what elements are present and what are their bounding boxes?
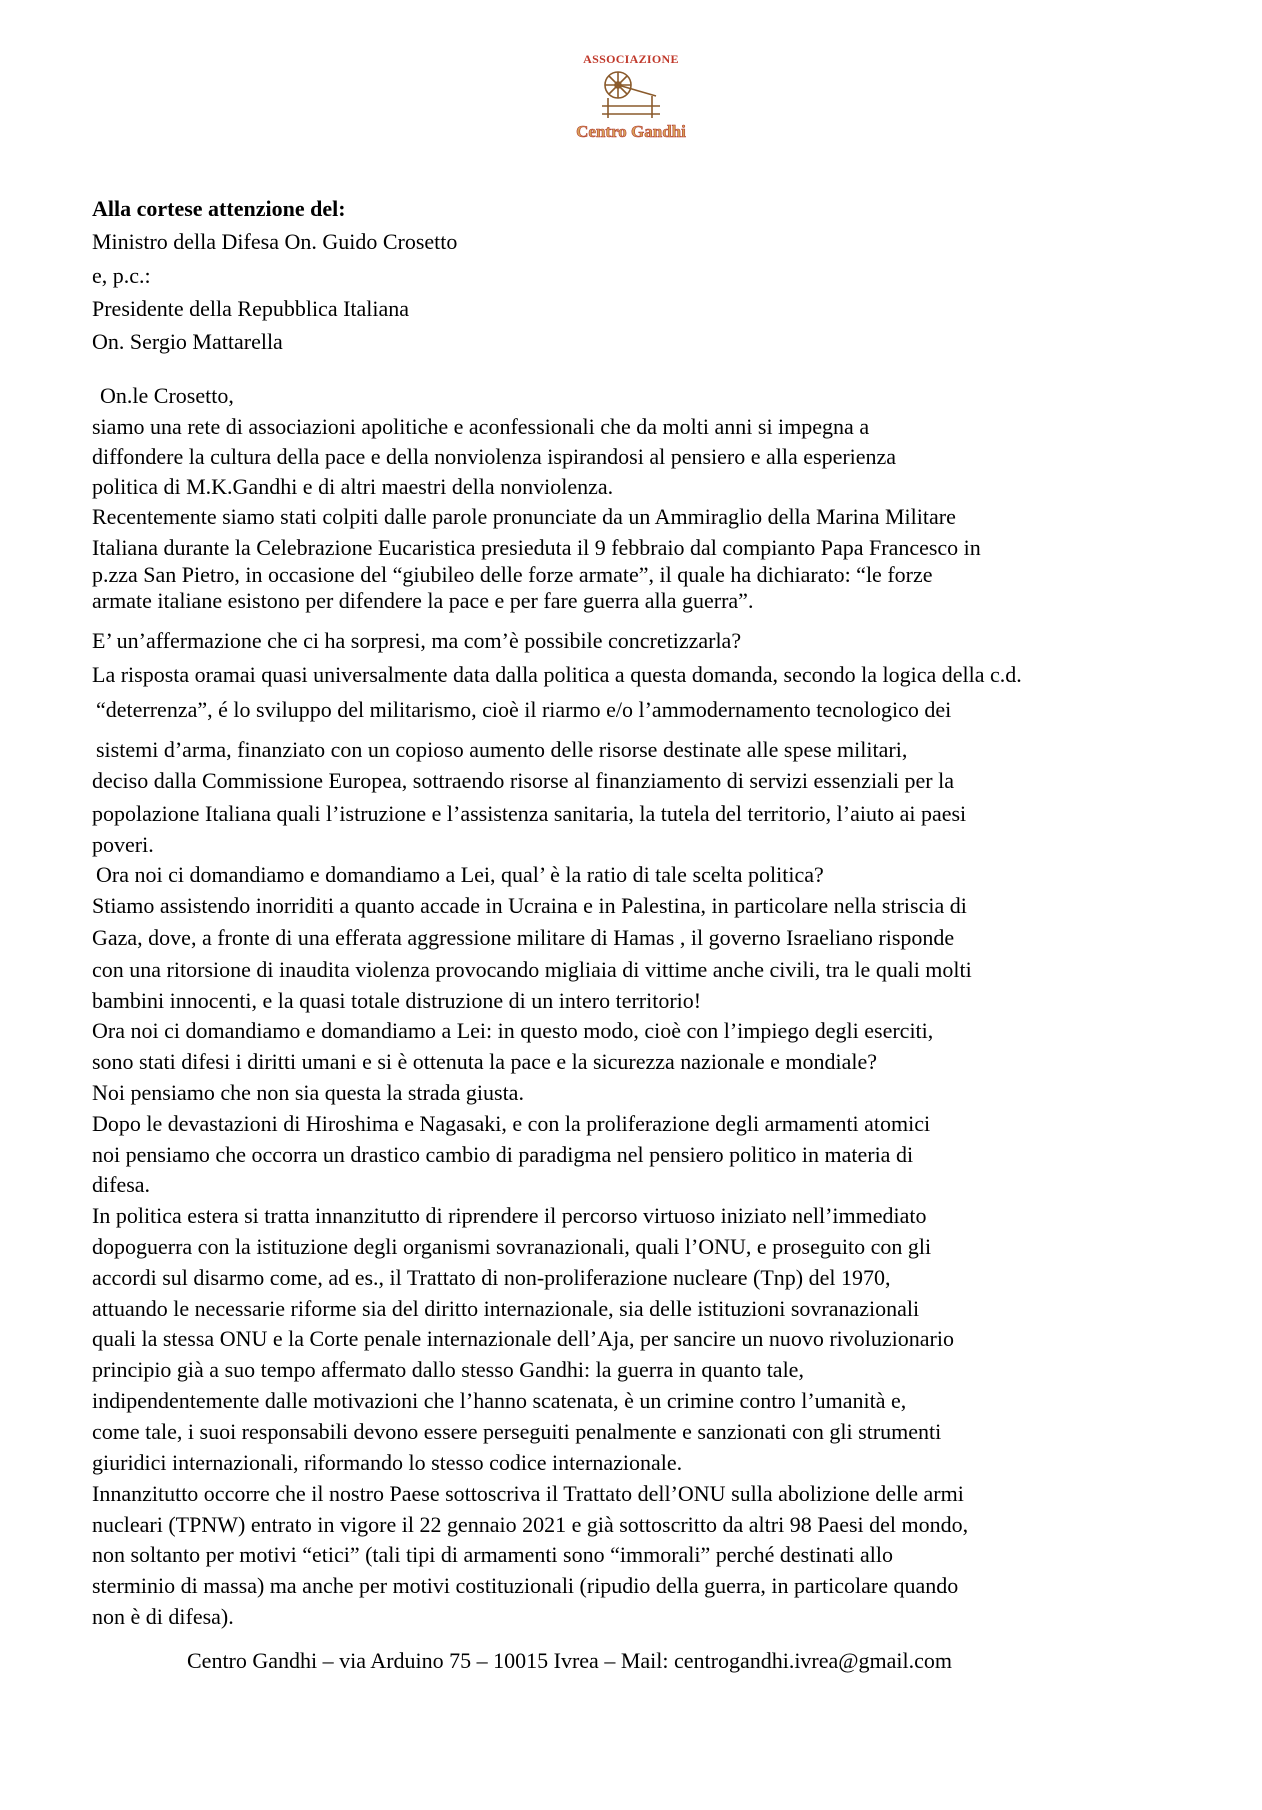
body-line: dopoguerra con la istituzione degli organismi sovranazionali, quali l’ONU, e proseguito con gli: [92, 1234, 932, 1259]
footer: Centro Gandhi – via Arduino 75 – 10015 Ivrea – Mail: centrogandhi.ivrea@gmail.com: [187, 1648, 953, 1673]
body-line: Stiamo assistendo inorriditi a quanto accade in Ucraina e in Palestina, in particolare nella striscia di: [92, 893, 967, 918]
body-line: diffondere la cultura della pace e della nonviolenza ispirandosi al pensiero e alla esperienza: [92, 444, 897, 469]
body-line: difesa.: [92, 1172, 151, 1197]
body-line: Innanzitutto occorre che il nostro Paese sottoscriva il Trattato dell’ONU sulla abolizione delle armi: [92, 1481, 964, 1506]
body-line: poveri.: [92, 832, 154, 857]
address-line: Ministro della Difesa On. Guido Crosetto: [92, 229, 458, 254]
address-line: Presidente della Repubblica Italiana: [92, 296, 410, 321]
body-line: In politica estera si tratta innanzitutto di riprendere il percorso virtuoso iniziato nell’immediato: [92, 1203, 927, 1228]
logo-top-text: ASSOCIAZIONE: [583, 52, 679, 66]
address-line: e, p.c.:: [92, 263, 151, 288]
body-line: sistemi d’arma, finanziato con un copioso aumento delle risorse destinate alle spese militari,: [96, 737, 908, 762]
body-line: accordi sul disarmo come, ad es., il Trattato di non-proliferazione nucleare (Tnp) del 1970,: [92, 1265, 891, 1290]
address-heading: Alla cortese attenzione del:: [92, 196, 346, 221]
body-line: “deterrenza”, é lo sviluppo del militarismo, cioè il riarmo e/o l’ammodernamento tecnologico dei: [96, 697, 952, 722]
body-line: bambini innocenti, e la quasi totale distruzione di un intero territorio!: [92, 988, 702, 1013]
body-line: attuando le necessarie riforme sia del diritto internazionale, sia delle istituzioni sovranazionali: [92, 1296, 920, 1321]
body-line: sono stati difesi i diritti umani e si è ottenuta la pace e la sicurezza nazionale e mondiale?: [92, 1049, 877, 1074]
body-line: popolazione Italiana quali l’istruzione e l’assistenza sanitaria, la tutela del territorio, l’aiuto ai paesi: [92, 801, 967, 826]
body-line: quali la stessa ONU e la Corte penale internazionale dell’Aja, per sancire un nuovo rivoluzionario: [92, 1326, 954, 1351]
body-line: come tale, i suoi responsabili devono essere perseguiti penalmente e sanzionati con gli strumenti: [92, 1419, 942, 1444]
body-line: non soltanto per motivi “etici” (tali tipi di armamenti sono “immorali” perché destinati allo: [92, 1542, 893, 1567]
body-line: giuridici internazionali, riformando lo stesso codice internazionale.: [92, 1450, 683, 1475]
address-line: On. Sergio Mattarella: [92, 329, 283, 354]
body-line: Gaza, dove, a fronte di una efferata aggressione militare di Hamas , il governo Israeliano risponde: [92, 925, 955, 950]
body-line: E’ un’affermazione che ci ha sorpresi, ma com’è possibile concretizzarla?: [92, 628, 742, 653]
body-line: non è di difesa).: [92, 1604, 234, 1629]
body-line: Italiana durante la Celebrazione Eucaristica presieduta il 9 febbraio dal compianto Papa Francesco in: [92, 535, 981, 560]
body-line: La risposta oramai quasi universalmente data dalla politica a questa domanda, secondo la logica della c.d.: [92, 662, 1022, 687]
spinning-wheel-icon: [598, 66, 664, 122]
body-line: nucleari (TPNW) entrato in vigore il 22 gennaio 2021 e già sottoscritto da altri 98 Paesi del mondo,: [92, 1512, 969, 1537]
body-line: Recentemente siamo stati colpiti dalle parole pronunciate da un Ammiraglio della Marina Militare: [92, 504, 956, 529]
body-line: principio già a suo tempo affermato dallo stesso Gandhi: la guerra in quanto tale,: [92, 1357, 804, 1382]
body-line: Noi pensiamo che non sia questa la strada giusta.: [92, 1080, 524, 1105]
body-line: Ora noi ci domandiamo e domandiamo a Lei: in questo modo, cioè con l’impiego degli eserciti,: [92, 1018, 934, 1043]
salutation: On.le Crosetto,: [100, 383, 234, 408]
body-line: deciso dalla Commissione Europea, sottraendo risorse al finanziamento di servizi essenziali per la: [92, 768, 955, 793]
body-line: indipendentemente dalle motivazioni che l’hanno scatenata, è un crimine contro l’umanità e,: [92, 1388, 907, 1413]
body-line: armate italiane esistono per difendere la pace e per fare guerra alla guerra”.: [92, 588, 754, 613]
body-line: noi pensiamo che occorra un drastico cambio di paradigma nel pensiero politico in materia di: [92, 1142, 914, 1167]
body-line: politica di M.K.Gandhi e di altri maestri della nonviolenza.: [92, 474, 614, 499]
body-line: Dopo le devastazioni di Hiroshima e Nagasaki, e con la proliferazione degli armamenti atomici: [92, 1111, 931, 1136]
body-line: siamo una rete di associazioni apolitiche e aconfessionali che da molti anni si impegna a: [92, 414, 870, 439]
body-line: p.zza San Pietro, in occasione del “giubileo delle forze armate”, il quale ha dichiarato: “le forze: [92, 562, 933, 587]
body-line: sterminio di massa) ma anche per motivi costituzionali (ripudio della guerra, in particolare quando: [92, 1573, 959, 1598]
body-line: con una ritorsione di inaudita violenza provocando migliaia di vittime anche civili, tra le quali molti: [92, 957, 972, 982]
body-line: Ora noi ci domandiamo e domandiamo a Lei, qual’ è la ratio di tale scelta politica?: [96, 862, 824, 887]
logo-bottom-text: Centro Gandhi: [576, 122, 686, 141]
logo: [558, 52, 704, 142]
